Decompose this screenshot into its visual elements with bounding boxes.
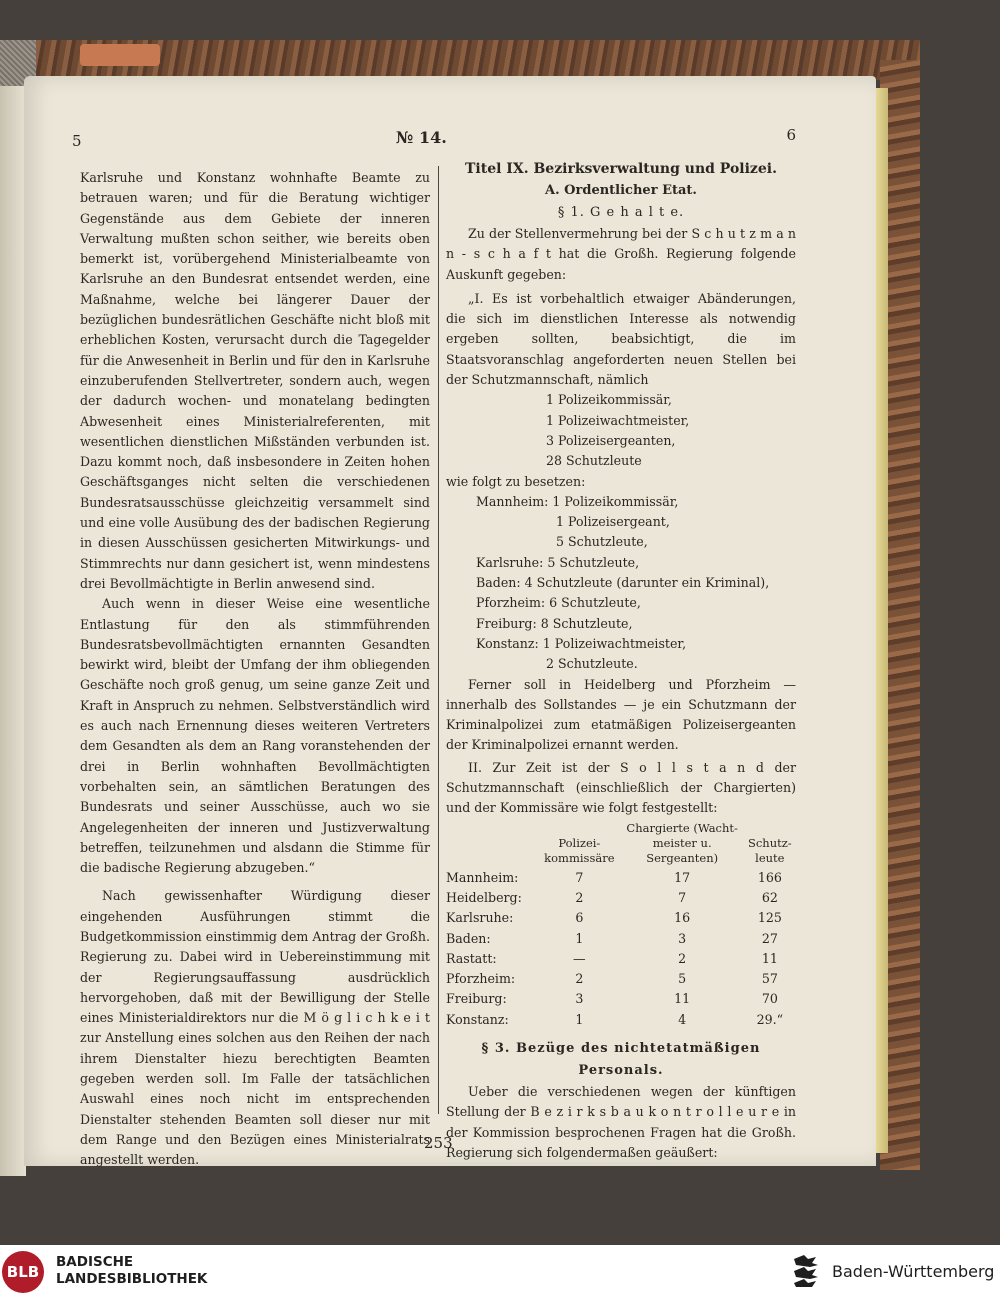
paragraph: Zu der Stellenvermehrung bei der S c h u t z m a n n - s c h a f t hat die Großh. Regierung folgende Auskunft gegeben: bbox=[446, 226, 796, 282]
positions-list bbox=[446, 390, 796, 471]
table-header-row bbox=[446, 821, 796, 868]
table-cell: 11 bbox=[674, 991, 691, 1007]
table-cell: 166 bbox=[757, 869, 782, 885]
paragraph: Ferner soll in Heidelberg und Pforzheim — innerhalb des Sollstandes — je ein Schutzmann der Kriminalpolizei zum etatmäßigen Polizeisergeanten der Kriminalpolizei ernannt werden. bbox=[446, 676, 796, 753]
table-cell: 7 bbox=[575, 869, 584, 885]
table-cell: 1 bbox=[575, 1011, 584, 1027]
list-item: Mannheim: 1 Polizeikommissär, bbox=[476, 493, 679, 509]
table-city-cell: Baden: bbox=[446, 930, 491, 946]
table-row bbox=[446, 989, 796, 1009]
bookmark-band bbox=[80, 44, 160, 66]
list-item: 28 Schutzleute bbox=[546, 453, 642, 469]
table-row bbox=[446, 1010, 796, 1030]
table-cell: 7 bbox=[678, 889, 687, 905]
list-item: 2 Schutzleute. bbox=[546, 656, 638, 672]
blb-logo[interactable]: BLB bbox=[2, 1251, 44, 1293]
table-cell: 62 bbox=[761, 889, 778, 905]
table-header: Chargierte (Wacht-meister u. Sergeanten) bbox=[626, 820, 738, 865]
table-header: Schutz-leute bbox=[747, 835, 792, 865]
table-city-cell: Konstanz: bbox=[446, 1011, 509, 1027]
list-item: 1 Polizeisergeant, bbox=[556, 514, 670, 530]
table-cell: 5 bbox=[678, 971, 687, 987]
list-item: Konstanz: 1 Polizeiwachtmeister, bbox=[476, 635, 687, 651]
table-row bbox=[446, 888, 796, 908]
table-cell: 2 bbox=[678, 950, 687, 966]
table-city-cell: Heidelberg: bbox=[446, 889, 522, 905]
table-cell: 11 bbox=[761, 950, 778, 966]
table-cell: 6 bbox=[575, 910, 584, 926]
list-item: 1 Polizeiwachtmeister, bbox=[546, 412, 690, 428]
table-cell: 2 bbox=[575, 971, 584, 987]
table-cell: — bbox=[573, 950, 586, 966]
table-city-cell: Rastatt: bbox=[446, 950, 497, 966]
table-cell: 4 bbox=[678, 1011, 687, 1027]
table-cell: 3 bbox=[575, 991, 584, 1007]
page-header bbox=[60, 128, 800, 152]
table-row bbox=[446, 908, 796, 928]
table-cell: 125 bbox=[757, 910, 782, 926]
paragraph-heading: § 3. Bezüge des nichtetatmäßigen Personals. bbox=[481, 1040, 761, 1078]
table-cell: 17 bbox=[674, 869, 691, 885]
paragraph-heading: § 1. G e h a l t e. bbox=[557, 205, 685, 220]
list-item: Karlsruhe: 5 Schutzleute, bbox=[476, 554, 640, 570]
table-cell: 1 bbox=[575, 930, 584, 946]
table-city-cell: Karlsruhe: bbox=[446, 910, 514, 926]
table-header: Polizei-kommissäre bbox=[544, 835, 615, 865]
column-divider bbox=[438, 166, 439, 1114]
right-column bbox=[446, 158, 796, 1163]
list-item: 3 Polizeisergeanten, bbox=[546, 432, 676, 448]
header-right-number: 6 bbox=[786, 126, 796, 144]
list-item: Pforzheim: 6 Schutzleute, bbox=[476, 595, 641, 611]
paragraph: wie folgt zu besetzen: bbox=[446, 473, 586, 489]
table-row bbox=[446, 949, 796, 969]
table-row bbox=[446, 868, 796, 888]
table-row bbox=[446, 929, 796, 949]
paragraph: II. Zur Zeit ist der S o l l s t a n d der Schutzmannschaft (einschließlich der Chargierten) und der Kommissäre wie folgt festgestellt: bbox=[446, 759, 796, 816]
assignment-list bbox=[446, 492, 796, 675]
paragraph: Karlsruhe und Konstanz wohnhafte Beamte zu betrauen waren; und für die Beratung wichtiger Gegenstände aus dem Gebiete der inneren Verwaltung mußten schon seither, wie bereits oben bemerkt ist, vorübergehend Ministerialbeamte von Karlsruhe an den Bundesrat entsendet werden, eine Maßnahme, welche bei längerer Dauer der bezüglichen bundesrätlichen Geschäfte nicht bloß mit erheblichen Kosten, verursacht durch die Tagegelder für die Anwesenheit in Berlin und für den in Karlsruhe einzuberufenden Stellvertreter, sondern auch, wegen der dadurch wochen- und monatelang bedingten Abwesenheit eines Ministerialreferenten, mit wesentlichen dienstlichen Mißständen verbunden ist. Dazu kommt noch, daß insbesondere in Zeiten hohen Geschäftsganges nicht selten die verschiedenen Bundesratsausschüsse gleichzeitig versammelt sind und eine volle Ausübung des der badischen Regierung in diesen Ausschüssen gesicherten Mitwirkungs- und Stimmrechts nur dann gesichert ist, wenn mindestens drei Bevollmächtigte in Berlin anwesend sind. bbox=[80, 170, 430, 591]
table-header bbox=[446, 821, 538, 868]
table-city-cell: Freiburg: bbox=[446, 991, 507, 1007]
staffing-table bbox=[446, 821, 796, 1030]
list-item: Baden: 4 Schutzleute (darunter ein Kriminal), bbox=[476, 575, 770, 591]
state-name[interactable]: Baden-Württemberg bbox=[832, 1262, 995, 1281]
table-cell: 27 bbox=[761, 930, 778, 946]
paragraph: Auch wenn in dieser Weise eine wesentliche Entlastung für den als stimmführenden Bundesratsbevollmächtigten ernannten Gesandten bewirkt wird, bleibt der Umfang der ihm obliegenden Geschäfte noch groß genug, um seine ganze Zeit und Kraft in Anspruch zu nehmen. Selbstverständlich wird es auch nach Ernennung dieses weiteren Vertreters dem Gesandten als dem an Rang voranstehenden der drei in Berlin wohnhaften Bevollmächtigten vorbehalten sein, an sämtlichen Beratungen des Bundesrats und seiner Ausschüsse, auch wo sie Angelegenheiten der inneren und Justizverwaltung betreffen, teilzunehmen und alsdann die Stimme für die badische Regierung abzugeben.“ bbox=[80, 596, 430, 876]
paragraph: „I. Es ist vorbehaltlich etwaiger Abänderungen, die sich im dienstlichen Interesse als notwendig ergeben sollten, beabsichtigt, die im Staatsvoranschlag angeforderten neuen Stellen bei der Schutzmannschaft, nämlich bbox=[446, 290, 796, 388]
library-name[interactable] bbox=[56, 1254, 207, 1288]
header-issue-number: № 14. bbox=[396, 128, 447, 147]
paragraph: Nach gewissenhafter Würdigung dieser eingehenden Ausführungen stimmt die Budgetkommission einstimmig dem Antrag der Großh. Regierung zu. Dabei wird in Uebereinstimmung mit der Regierungsauffassung ausdrücklich hervorgehoben, daß mit der Bewilligung der Stelle eines Ministerialdirektors nur die M ö g l i c h k e i t zur Anstellung eines solchen aus den Reihen der nach ihrem Dienstalter hiezu berechtigten Beamten gegeben werden soll. Im Falle der tatsächlichen Auswahl eines noch nicht im entsprechenden Dienstalter stehenden Beamten soll dieser nur mit dem Range und den Bezügen eines Ministerialrats angestellt werden. bbox=[80, 888, 430, 1168]
table-city-cell: Pforzheim: bbox=[446, 971, 516, 987]
list-item: Freiburg: 8 Schutzleute, bbox=[476, 615, 633, 631]
table-cell: 29.“ bbox=[756, 1011, 784, 1027]
section-subtitle: A. Ordentlicher Etat. bbox=[545, 183, 697, 198]
table-cell: 3 bbox=[678, 930, 687, 946]
table-city-cell: Mannheim: bbox=[446, 869, 519, 885]
table-cell: 16 bbox=[674, 910, 691, 926]
library-name-line1: BADISCHE bbox=[56, 1254, 134, 1270]
page-number: 253 bbox=[424, 1134, 453, 1152]
section-title: Titel IX. Bezirksverwaltung und Polizei. bbox=[465, 161, 777, 177]
left-page-edge bbox=[0, 86, 26, 1176]
paragraph: Ueber die verschiedenen wegen der künftigen Stellung der B e z i r k s b a u k o n t r o l l e u r e in der Kommission besprochenen Fragen hat die Großh. Regierung sich folgendermaßen geäußert: bbox=[446, 1083, 796, 1160]
table-cell: 57 bbox=[761, 971, 778, 987]
list-item: 5 Schutzleute, bbox=[556, 534, 648, 550]
library-name-line2: LANDESBIBLIOTHEK bbox=[56, 1271, 208, 1287]
left-column bbox=[80, 168, 430, 1171]
list-item: 1 Polizeikommissär, bbox=[546, 392, 672, 408]
lions-coat-of-arms-icon bbox=[790, 1253, 822, 1289]
table-cell: 2 bbox=[575, 889, 584, 905]
header-left-number: 5 bbox=[72, 132, 82, 150]
table-row bbox=[446, 969, 796, 989]
table-cell: 70 bbox=[761, 991, 778, 1007]
